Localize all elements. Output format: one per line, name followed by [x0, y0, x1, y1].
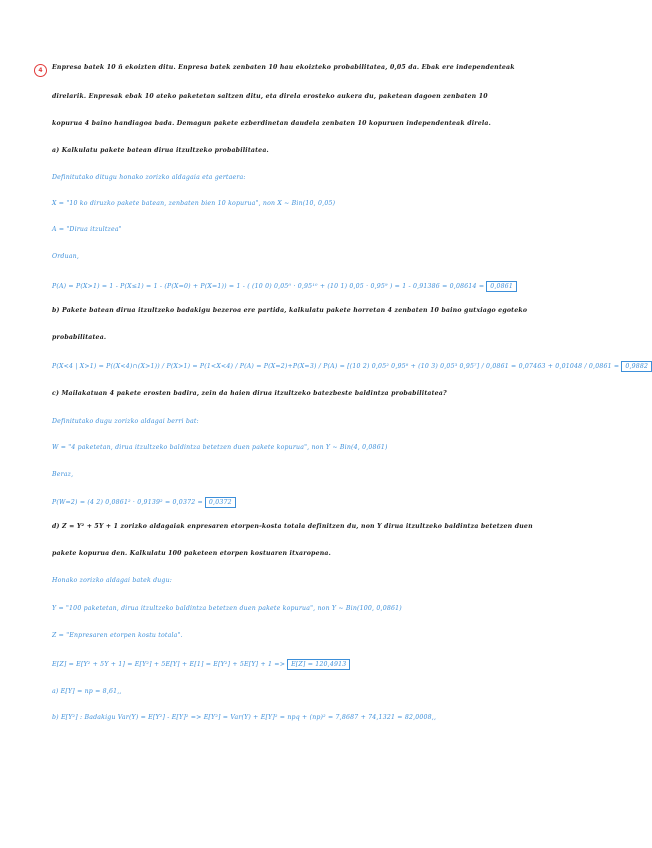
text-line-content: Honako zorizko aldagai batek dugu: [52, 577, 173, 584]
text-line [52, 471, 572, 478]
text-line-content: d) Z = Y² + 5Y + 1 zorizko aldagaiak enpresaren etorpen-kosta totala definitzen du, non Y dirua itzultzeko baldintza betetzen duen [52, 523, 533, 530]
text-line-content: P(W=2) = (4 2) 0,0861² · 0,9139² = 0,0372 = [52, 499, 203, 506]
text-line-content: X = "10 ko diruzko pakete batean, zenbaten bien 10 kopurua", non X ~ Bin(10, 0,05) [52, 200, 336, 207]
text-line [52, 93, 572, 100]
problem-number-badge: 4 [34, 64, 47, 77]
text-line [52, 281, 572, 292]
text-line [52, 174, 572, 181]
text-line-content: b) Pakete batean dirua itzultzeko badakigu bezeroa ere partida, kalkulatu pakete horretan 4 zenbaten 10 baino gutxiago egoteko [52, 307, 528, 314]
text-line-content: c) Mailakatuan 4 pakete erosten badira, zein da haien dirua itzultzeko batezbeste baldintza probabilitatea? [52, 390, 447, 397]
text-line-content: kopurua 4 baino handiagoa bada. Demagun pakete ezberdinetan daudela zenbaten 10 kopuruen independenteak direla. [52, 120, 491, 127]
boxed-result: 0,0372 [205, 497, 236, 508]
text-line-content: Orduan, [52, 253, 80, 260]
text-line [52, 497, 572, 508]
text-line-content: Definitutako ditugu honako zorizko aldagaia eta gertaera: [52, 174, 246, 181]
text-line [52, 64, 572, 71]
text-line-content: Definitutako dugu zorizko aldagai berri bat: [52, 418, 199, 425]
boxed-result: 0,9882 [621, 361, 652, 372]
boxed-result: 0,0861 [486, 281, 517, 292]
text-line-content: direlarik. Enpresak ebak 10 ateko paketetan saltzen ditu, eta direla erosteko aukera du, paketean dagoen zenbaten 10 [52, 93, 488, 100]
text-line-content: Z = "Enpresaren etorpen kostu totala". [52, 632, 183, 639]
text-line [52, 714, 572, 721]
text-line [52, 253, 572, 260]
text-line [52, 200, 572, 207]
text-line-content: Enpresa batek 10 ñ ekoizten ditu. Enpresa batek zenbaten 10 hau ekoizteko probabilitatea, 0,05 da. Ebak ere independenteak [52, 64, 515, 71]
text-line [52, 632, 572, 639]
text-line [52, 577, 572, 584]
text-line-content: A = "Dirua itzultzea" [52, 226, 122, 233]
text-line-content: W = "4 paketetan, dirua itzultzeko baldintza betetzen duen pakete kopurua", non Y ~ Bin(4, 0,0861) [52, 444, 388, 451]
text-line [52, 120, 572, 127]
text-line-content: P(A) = P(X>1) = 1 - P(X≤1) = 1 - (P(X=0) + P(X=1)) = 1 - ( (10 0) 0,05⁰ · 0,95¹⁰ + (10 1) 0,05 · 0,95⁹ ) = 1 - 0,91386 = 0,08614 = [52, 283, 485, 290]
text-line-content: P(X<4 | X>1) = P((X<4)∩(X>1)) / P(X>1) = P(1<X<4) / P(A) = P(X=2)+P(X=3) / P(A) = [(10 2) 0,05² 0,95⁸ + (10 3) 0,05³ 0,95⁷] / 0,0861 = 0,07463 + 0,01048 / 0,0861 = [52, 363, 620, 370]
text-line [52, 226, 572, 233]
text-line [52, 550, 572, 557]
text-line [52, 605, 572, 612]
text-line [52, 361, 649, 372]
text-line-content: a) Kalkulatu pakete batean dirua itzultzeko probabilitatea. [52, 147, 269, 154]
text-line-content: probabilitatea. [52, 334, 107, 341]
text-line [52, 659, 572, 670]
text-line-content: E[Z] = E[Y² + 5Y + 1] = E[Y²] + 5E[Y] + E[1] = E[Y²] + 5E[Y] + 1 => [52, 661, 286, 668]
text-line-content: Y = "100 paketetan, dirua itzultzeko baldintza betetzen duen pakete kopurua", non Y ~ Bin(100, 0,0861) [52, 605, 402, 612]
text-line [52, 334, 572, 341]
text-line [52, 418, 572, 425]
text-line-content: b) E[Y²] : Badakigu Var(Y) = E[Y²] - E[Y]² => E[Y²] = Var(Y) + E[Y]² = npq + (np)² = 7,8687 + 74,1321 = 82,0008,, [52, 714, 437, 721]
text-line [52, 390, 572, 397]
text-line-content: pakete kopurua den. Kalkulatu 100 paketeen etorpen kostuaren itxaropena. [52, 550, 331, 557]
boxed-result: E[Z] = 120,4913 [287, 659, 350, 670]
text-line-content: Beraz, [52, 471, 74, 478]
text-line [52, 444, 572, 451]
text-line [52, 688, 572, 695]
text-line [52, 523, 572, 530]
text-line [52, 147, 572, 154]
text-line-content: a) E[Y] = np = 8,61,, [52, 688, 122, 695]
text-line [52, 307, 572, 314]
